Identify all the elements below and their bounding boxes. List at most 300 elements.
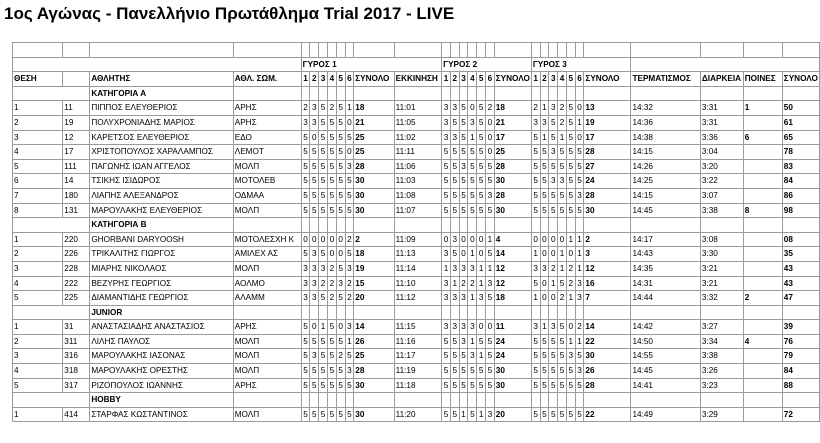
section-score: 1 — [575, 247, 584, 262]
empty-cell — [442, 218, 451, 233]
empty-cell — [566, 43, 575, 58]
section-score: 3 — [540, 115, 549, 130]
round-total-cell: 24 — [584, 174, 631, 189]
section-score: 1 — [540, 130, 549, 145]
round-total-cell: 14 — [494, 247, 531, 262]
section-score: 5 — [319, 115, 328, 130]
empty-cell — [319, 86, 328, 101]
section-score: 5 — [566, 145, 575, 160]
finish-time-cell: 14:15 — [631, 188, 700, 203]
section-score: 5 — [540, 349, 549, 364]
empty-cell — [459, 218, 468, 233]
rider-number-cell: 226 — [63, 247, 90, 262]
section-score: 5 — [319, 130, 328, 145]
header-round-total: ΣΥΝΟΛΟ — [354, 72, 394, 87]
total-cell: 86 — [782, 188, 819, 203]
rider-name-cell: ΜΑΡΟΥΛΑΚΗΣ ΙΑΣΟΝΑΣ — [90, 349, 233, 364]
round-total-cell: 12 — [584, 261, 631, 276]
empty-cell — [336, 86, 345, 101]
empty-cell — [782, 218, 819, 233]
empty-cell — [310, 305, 319, 320]
result-row — [13, 320, 820, 335]
section-score: 5 — [558, 378, 567, 393]
section-score: 5 — [345, 174, 354, 189]
section-score: 5 — [566, 130, 575, 145]
section-score: 0 — [531, 232, 540, 247]
finish-time-cell: 14:36 — [631, 115, 700, 130]
section-score: 5 — [336, 261, 345, 276]
empty-cell — [631, 218, 700, 233]
section-score: 5 — [319, 334, 328, 349]
empty-cell — [549, 218, 558, 233]
header-start: ΕΚΚΙΝΗΣΗ — [394, 72, 442, 87]
section-score: 5 — [477, 130, 486, 145]
section-score: 3 — [310, 115, 319, 130]
section-score: 5 — [327, 174, 336, 189]
round-total-cell: 28 — [354, 159, 394, 174]
section-score: 5 — [345, 349, 354, 364]
section-score: 2 — [327, 276, 336, 291]
section-score: 5 — [301, 334, 310, 349]
section-score: 0 — [336, 320, 345, 335]
section-score: 5 — [310, 203, 319, 218]
round-total-cell: 12 — [494, 261, 531, 276]
section-score: 3 — [442, 320, 451, 335]
section-score: 5 — [301, 349, 310, 364]
section-score: 1 — [477, 407, 486, 422]
empty-cell — [354, 218, 394, 233]
header-position: ΘΕΣΗ — [13, 72, 63, 87]
results-table — [12, 42, 820, 422]
round-total-cell: 25 — [354, 145, 394, 160]
penalties-cell: 6 — [743, 130, 782, 145]
section-score: 3 — [468, 115, 477, 130]
rider-number-cell: 414 — [63, 407, 90, 422]
section-score: 5 — [486, 203, 495, 218]
section-score: 0 — [459, 247, 468, 262]
section-score: 0 — [540, 247, 549, 262]
empty-cell — [743, 86, 782, 101]
empty-cell — [310, 43, 319, 58]
section-score: 5 — [459, 203, 468, 218]
round-total-cell: 20 — [494, 407, 531, 422]
empty-cell — [575, 305, 584, 320]
total-cell: 84 — [782, 364, 819, 379]
empty-cell — [575, 86, 584, 101]
position-cell: 1 — [13, 101, 63, 116]
empty-cell — [531, 305, 540, 320]
section-score: 0 — [327, 247, 336, 262]
club-cell: ΜΟΛΠ — [233, 334, 301, 349]
empty-cell — [549, 305, 558, 320]
section-score: 5 — [477, 145, 486, 160]
section-score: 5 — [558, 349, 567, 364]
empty-cell — [743, 393, 782, 408]
section-score: 3 — [301, 291, 310, 306]
rider-name-cell: ΛΙΛΗΣ ΠΑΥΛΟΣ — [90, 334, 233, 349]
category-name: ΚΑΤΗΓΟΡΙΑ Β — [90, 218, 233, 233]
empty-cell — [558, 43, 567, 58]
header-section: 1 — [442, 72, 451, 87]
result-row — [13, 247, 820, 262]
empty-cell — [468, 393, 477, 408]
empty-cell — [13, 218, 90, 233]
section-score: 5 — [327, 349, 336, 364]
header-section: 1 — [531, 72, 540, 87]
section-score: 5 — [531, 159, 540, 174]
finish-time-cell: 14:15 — [631, 145, 700, 160]
section-score: 5 — [310, 188, 319, 203]
empty-cell — [459, 43, 468, 58]
penalties-cell — [743, 349, 782, 364]
duration-cell: 3:30 — [700, 247, 743, 262]
section-score: 2 — [327, 261, 336, 276]
club-cell: ΜΟΛΠ — [233, 261, 301, 276]
penalties-cell: 2 — [743, 291, 782, 306]
section-score: 3 — [450, 101, 459, 116]
category-row — [13, 305, 820, 320]
total-cell: 61 — [782, 115, 819, 130]
empty-cell — [486, 305, 495, 320]
section-score: 5 — [549, 159, 558, 174]
empty-cell — [13, 57, 302, 72]
section-score: 5 — [575, 174, 584, 189]
section-score: 5 — [336, 145, 345, 160]
section-score: 5 — [301, 145, 310, 160]
empty-cell — [700, 43, 743, 58]
empty-cell — [63, 43, 90, 58]
section-score: 3 — [310, 101, 319, 116]
header-section: 1 — [301, 72, 310, 87]
section-score: 1 — [575, 232, 584, 247]
round-total-cell: 25 — [354, 349, 394, 364]
section-score: 5 — [531, 188, 540, 203]
section-score: 5 — [531, 145, 540, 160]
finish-time-cell: 14:17 — [631, 232, 700, 247]
section-score: 5 — [336, 407, 345, 422]
empty-cell — [354, 305, 394, 320]
rider-name-cell: ΧΡΙΣΤΟΠΟΥΛΟΣ ΧΑΡΑΛΑΜΠΟΣ — [90, 145, 233, 160]
club-cell: ΑΡΗΣ — [233, 101, 301, 116]
start-time-cell: 11:06 — [394, 159, 442, 174]
start-time-cell: 11:13 — [394, 247, 442, 262]
club-cell: ΜΟΛΠ — [233, 159, 301, 174]
round-total-cell: 25 — [494, 145, 531, 160]
section-score: 5 — [575, 159, 584, 174]
section-score: 5 — [486, 364, 495, 379]
empty-cell — [345, 218, 354, 233]
empty-cell — [584, 43, 631, 58]
section-score: 5 — [319, 174, 328, 189]
section-score: 5 — [319, 291, 328, 306]
round-total-cell: 12 — [494, 276, 531, 291]
duration-cell: 3:07 — [700, 188, 743, 203]
section-score: 5 — [450, 145, 459, 160]
section-score: 5 — [558, 145, 567, 160]
empty-cell — [319, 393, 328, 408]
penalties-cell: 8 — [743, 203, 782, 218]
round-total-cell: 30 — [354, 407, 394, 422]
start-time-cell: 11:12 — [394, 291, 442, 306]
empty-cell — [233, 218, 301, 233]
empty-cell — [336, 218, 345, 233]
section-score: 5 — [336, 364, 345, 379]
section-score: 5 — [540, 159, 549, 174]
section-score: 3 — [310, 276, 319, 291]
section-score: 1 — [486, 232, 495, 247]
rider-name-cell: ΑΝΑΣΤΑΣΙΑΔΗΣ ΑΝΑΣΤΑΣΙΟΣ — [90, 320, 233, 335]
section-score: 5 — [558, 320, 567, 335]
round-total-cell: 30 — [584, 203, 631, 218]
empty-cell — [494, 218, 531, 233]
section-score: 0 — [310, 130, 319, 145]
section-score: 5 — [327, 145, 336, 160]
empty-cell — [345, 393, 354, 408]
section-score: 1 — [566, 291, 575, 306]
header-finish: ΤΕΡΜΑΤΙΣΜΟΣ — [631, 72, 700, 87]
empty-cell — [301, 305, 310, 320]
penalties-cell: 4 — [743, 334, 782, 349]
round-total-cell: 2 — [584, 232, 631, 247]
empty-cell — [631, 43, 700, 58]
section-score: 3 — [531, 261, 540, 276]
empty-cell — [468, 86, 477, 101]
section-score: 3 — [459, 320, 468, 335]
header-duration: ΔΙΑΡΚΕΙΑ — [700, 72, 743, 87]
section-score: 5 — [566, 364, 575, 379]
section-score: 1 — [566, 334, 575, 349]
section-score: 5 — [575, 203, 584, 218]
section-score: 5 — [319, 145, 328, 160]
section-score: 0 — [558, 232, 567, 247]
round-total-cell: 21 — [494, 115, 531, 130]
empty-cell — [782, 305, 819, 320]
section-score: 1 — [477, 261, 486, 276]
position-cell: 4 — [13, 364, 63, 379]
section-score: 5 — [327, 378, 336, 393]
finish-time-cell: 14:42 — [631, 320, 700, 335]
section-score: 1 — [531, 291, 540, 306]
header-section: 4 — [327, 72, 336, 87]
total-cell: 65 — [782, 130, 819, 145]
header-round-total: ΣΥΝΟΛΟ — [584, 72, 631, 87]
empty-cell — [310, 86, 319, 101]
empty-cell — [13, 86, 90, 101]
duration-cell: 3:31 — [700, 101, 743, 116]
position-cell: 5 — [13, 378, 63, 393]
section-score: 5 — [345, 378, 354, 393]
rider-number-cell: 14 — [63, 174, 90, 189]
section-score: 5 — [319, 159, 328, 174]
round-total-cell: 30 — [354, 203, 394, 218]
total-cell: 47 — [782, 291, 819, 306]
section-score: 2 — [558, 291, 567, 306]
empty-cell — [486, 393, 495, 408]
section-score: 5 — [336, 203, 345, 218]
section-score: 0 — [477, 232, 486, 247]
start-time-cell: 11:10 — [394, 276, 442, 291]
column-header-row — [13, 72, 820, 87]
duration-cell: 3:08 — [700, 232, 743, 247]
section-score: 0 — [442, 232, 451, 247]
section-score: 5 — [327, 364, 336, 379]
empty-cell — [327, 43, 336, 58]
section-score: 1 — [468, 291, 477, 306]
rounds-header-row — [13, 57, 820, 72]
empty-cell — [486, 86, 495, 101]
duration-cell: 3:34 — [700, 334, 743, 349]
section-score: 5 — [459, 349, 468, 364]
empty-cell — [743, 218, 782, 233]
section-score: 5 — [442, 349, 451, 364]
start-time-cell: 11:15 — [394, 320, 442, 335]
section-score: 5 — [549, 364, 558, 379]
section-score: 0 — [540, 291, 549, 306]
section-score: 1 — [558, 261, 567, 276]
section-score: 5 — [558, 276, 567, 291]
section-score: 3 — [310, 247, 319, 262]
round-total-cell: 19 — [584, 115, 631, 130]
section-score: 0 — [566, 247, 575, 262]
section-score: 5 — [310, 378, 319, 393]
section-score: 5 — [450, 247, 459, 262]
empty-cell — [301, 43, 310, 58]
section-score: 5 — [450, 159, 459, 174]
section-score: 5 — [459, 378, 468, 393]
section-score: 5 — [549, 115, 558, 130]
position-cell: 1 — [13, 320, 63, 335]
category-name: ΚΑΤΗΓΟΡΙΑ Α — [90, 86, 233, 101]
duration-cell: 3:36 — [700, 130, 743, 145]
finish-time-cell: 14:38 — [631, 130, 700, 145]
empty-cell — [327, 218, 336, 233]
section-score: 3 — [468, 349, 477, 364]
empty-cell — [743, 305, 782, 320]
section-score: 5 — [566, 159, 575, 174]
section-score: 5 — [468, 407, 477, 422]
section-score: 1 — [558, 130, 567, 145]
section-score: 3 — [310, 261, 319, 276]
section-score: 3 — [468, 261, 477, 276]
section-score: 5 — [327, 115, 336, 130]
total-cell: 88 — [782, 378, 819, 393]
section-score: 0 — [575, 101, 584, 116]
empty-cell — [459, 305, 468, 320]
round-total-cell: 30 — [354, 188, 394, 203]
empty-cell — [319, 218, 328, 233]
empty-cell — [442, 305, 451, 320]
empty-cell — [345, 305, 354, 320]
round-total-cell: 24 — [494, 334, 531, 349]
empty-cell — [301, 393, 310, 408]
section-score: 5 — [327, 320, 336, 335]
section-score: 1 — [459, 407, 468, 422]
section-score: 3 — [450, 320, 459, 335]
section-score: 3 — [450, 232, 459, 247]
finish-time-cell: 14:45 — [631, 203, 700, 218]
section-score: 5 — [310, 334, 319, 349]
section-score: 5 — [450, 174, 459, 189]
header-section: 2 — [450, 72, 459, 87]
empty-cell — [494, 305, 531, 320]
section-score: 5 — [477, 159, 486, 174]
finish-time-cell: 14:35 — [631, 261, 700, 276]
section-score: 2 — [459, 276, 468, 291]
empty-cell — [486, 43, 495, 58]
section-score: 5 — [310, 407, 319, 422]
section-score: 2 — [327, 101, 336, 116]
section-score: 1 — [549, 276, 558, 291]
club-cell: ΛΕΜΟΤ — [233, 145, 301, 160]
section-score: 3 — [575, 188, 584, 203]
result-row — [13, 349, 820, 364]
rider-number-cell: 318 — [63, 364, 90, 379]
empty-cell — [233, 86, 301, 101]
empty-cell — [345, 86, 354, 101]
section-score: 5 — [442, 174, 451, 189]
round-total-cell: 14 — [354, 320, 394, 335]
result-row — [13, 174, 820, 189]
round-total-cell: 3 — [584, 247, 631, 262]
start-time-cell: 11:17 — [394, 349, 442, 364]
section-score: 2 — [558, 101, 567, 116]
section-score: 5 — [336, 334, 345, 349]
section-score: 5 — [540, 407, 549, 422]
empty-cell — [319, 305, 328, 320]
section-score: 2 — [566, 261, 575, 276]
empty-cell — [566, 86, 575, 101]
header-section: 6 — [575, 72, 584, 87]
section-score: 1 — [468, 247, 477, 262]
finish-time-cell: 14:45 — [631, 364, 700, 379]
section-score: 5 — [549, 188, 558, 203]
duration-cell: 3:23 — [700, 378, 743, 393]
round-total-cell: 28 — [584, 378, 631, 393]
section-score: 2 — [345, 232, 354, 247]
result-row — [13, 188, 820, 203]
rider-name-cell: ΣΤΑΡΦΑΣ ΚΩΣΤΑΝΤΙΝΟΣ — [90, 407, 233, 422]
position-cell: 1 — [13, 407, 63, 422]
club-cell: ΕΔΟ — [233, 130, 301, 145]
section-score: 5 — [345, 188, 354, 203]
section-score: 5 — [442, 407, 451, 422]
section-score: 1 — [558, 247, 567, 262]
empty-cell — [90, 43, 233, 58]
empty-cell — [450, 305, 459, 320]
section-score: 5 — [477, 188, 486, 203]
section-score: 5 — [558, 407, 567, 422]
empty-cell — [494, 393, 531, 408]
empty-cell — [575, 218, 584, 233]
section-score: 5 — [477, 334, 486, 349]
section-score: 5 — [549, 349, 558, 364]
empty-cell — [394, 305, 442, 320]
club-cell: ΜΟΛΠ — [233, 203, 301, 218]
section-score: 0 — [345, 145, 354, 160]
header-section: 5 — [566, 72, 575, 87]
section-score: 5 — [468, 188, 477, 203]
section-score: 5 — [301, 378, 310, 393]
round-total-cell: 26 — [354, 334, 394, 349]
section-score: 5 — [531, 407, 540, 422]
rider-name-cell: ΔΙΑΜΑΝΤΙΔΗΣ ΓΕΩΡΓΙΟΣ — [90, 291, 233, 306]
header-section: 6 — [345, 72, 354, 87]
section-score: 5 — [459, 364, 468, 379]
section-score: 3 — [549, 145, 558, 160]
section-score: 5 — [450, 188, 459, 203]
empty-cell — [631, 86, 700, 101]
rider-name-cell: ΚΑΡΕΤΣΟΣ ΕΛΕΥΘΕΡΙΟΣ — [90, 130, 233, 145]
